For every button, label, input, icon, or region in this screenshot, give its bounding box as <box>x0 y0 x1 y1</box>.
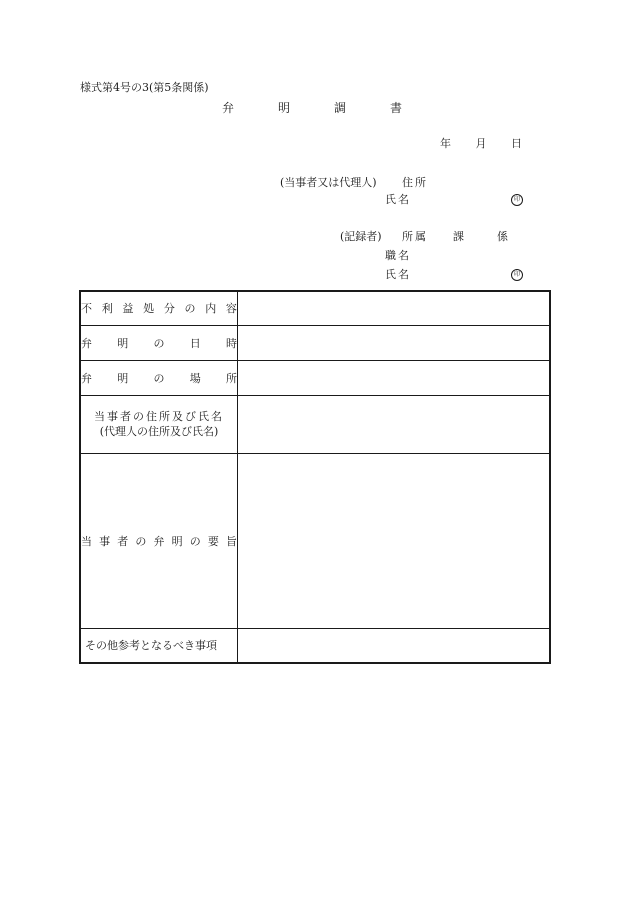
row-label-place <box>80 360 238 395</box>
label-char: 弁 <box>81 371 92 385</box>
label-char: の <box>153 336 165 350</box>
value-cell-address-name[interactable] <box>238 395 551 453</box>
label-char: 利 <box>101 302 113 316</box>
title-char: 弁 <box>222 101 235 115</box>
label-line: (代理人の住所及び氏名) <box>99 425 219 438</box>
label-char: 不 <box>81 302 92 316</box>
row-label-address-name <box>80 395 238 453</box>
form-number: 様式第4号の3(第5条関係) <box>80 81 209 94</box>
row-label-datetime <box>80 325 238 360</box>
row-label-summary <box>80 453 238 628</box>
value-cell-datetime[interactable] <box>238 325 551 360</box>
label-char: 当 <box>81 534 92 548</box>
label-char: 明 <box>117 371 129 385</box>
label-char: 所 <box>226 371 237 385</box>
label-char: 氏 <box>385 193 396 206</box>
seal-icon: 印 <box>511 194 523 206</box>
table-row <box>80 628 550 663</box>
label-char: 氏 <box>385 268 396 281</box>
label-char: 名 <box>398 249 409 262</box>
title-char: 明 <box>277 101 290 115</box>
label-char: 弁 <box>153 534 165 548</box>
date-line <box>440 137 522 150</box>
recorder-name-label <box>385 268 409 281</box>
label-char: 日 <box>189 336 201 350</box>
label-char: 所 <box>415 176 426 189</box>
table-row <box>80 395 550 453</box>
label-char: 旨 <box>226 534 237 548</box>
label-char: 住 <box>402 176 413 189</box>
label-char: の <box>184 302 196 316</box>
label-char: 所 <box>402 230 413 243</box>
label-char: 要 <box>207 534 219 548</box>
section-label: 課 <box>453 230 464 243</box>
label-char: 場 <box>189 371 201 385</box>
recorder-label: (記録者) <box>340 230 382 243</box>
title-char: 調 <box>333 101 346 115</box>
value-cell-summary[interactable] <box>238 453 551 628</box>
table-row <box>80 325 550 360</box>
party-address-label <box>402 176 426 189</box>
party-name-label <box>385 193 409 206</box>
label-char: 内 <box>205 302 217 316</box>
party-label: (当事者又は代理人) <box>280 176 377 189</box>
document-title <box>222 102 402 115</box>
year-label: 年 <box>440 137 451 150</box>
record-table <box>79 290 551 664</box>
day-label: 日 <box>511 137 522 150</box>
label-char: 職 <box>385 249 396 262</box>
label-char: 名 <box>398 193 409 206</box>
table-row <box>80 291 550 325</box>
label-char: の <box>135 534 147 548</box>
label-char: の <box>189 534 201 548</box>
label-char: 事 <box>99 534 111 548</box>
seal-icon: 印 <box>511 269 523 281</box>
label-char: の <box>153 371 165 385</box>
label-char: 明 <box>171 534 183 548</box>
label-char: 分 <box>163 302 175 316</box>
label-char: 者 <box>117 534 129 548</box>
label-char: 名 <box>398 268 409 281</box>
value-cell-place[interactable] <box>238 360 551 395</box>
label-char: 属 <box>415 230 426 243</box>
recorder-title-label <box>385 249 409 262</box>
table-row <box>80 453 550 628</box>
title-char: 書 <box>389 101 402 115</box>
label-line: 当事者の住所及び氏名 <box>94 410 224 423</box>
label-char: 時 <box>226 336 237 350</box>
value-cell-other[interactable] <box>238 628 551 663</box>
subsection-label: 係 <box>497 230 508 243</box>
month-label: 月 <box>475 137 487 150</box>
label-char: 益 <box>122 302 134 316</box>
label-char: 処 <box>143 302 155 316</box>
row-label-disposition <box>80 291 238 325</box>
value-cell-disposition[interactable] <box>238 291 551 325</box>
label-char: 明 <box>117 336 129 350</box>
recorder-affiliation-label <box>402 230 426 243</box>
label-char: 弁 <box>81 336 92 350</box>
label-char: 容 <box>225 302 237 316</box>
table-row <box>80 360 550 395</box>
row-label-other: その他参考となるべき事項 <box>80 628 238 663</box>
